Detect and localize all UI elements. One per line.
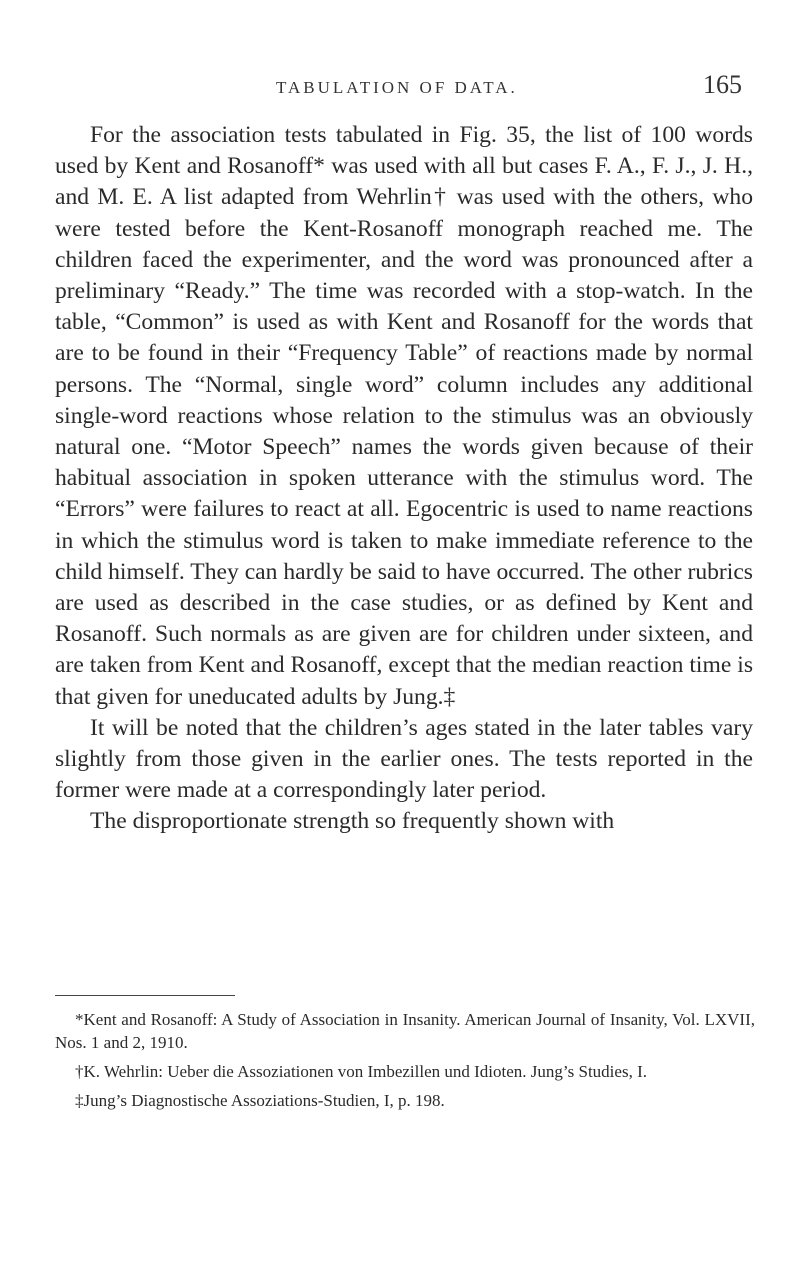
- running-title: TABULATION OF DATA.: [276, 78, 518, 97]
- paragraph-2: It will be noted that the children’s ages stated in the later tables vary slightly from those given in the earlier ones. The tests reported in the former were made at a correspondingly later period.: [55, 714, 753, 804]
- paragraph-1: For the association tests tabulated in Fig. 35, the list of 100 words used by Kent and Rosanoff* was used with all but cases F. A., F. J., J. H., and M. E. A list adapted from Wehrlin† was used with the others, who were tested before the Kent-Rosanoff monograph reached me. The children faced the experimenter, and the word was pronounced after a preliminary “Ready.” The time was recorded with a stop-watch. In the table, “Common” is used as with Kent and Rosanoff for the words that are to be found in their “Frequency Table” of reactions made by normal persons. The “Normal, single word” column includes any additional single-word reactions whose relation to the stimulus was an obviously natural one. “Motor Speech” names the words given because of their habitual association in spoken utterance with the stimulus word. The “Errors” were failures to react at all. Egocentric is used to name reactions in which the stimulus word is taken to make immediate reference to the child himself. They can hardly be said to have occurred. The other rubrics are used as described in the case studies, or as defined by Kent and Rosanoff. Such normals as are given are for children under sixteen, and are taken from Kent and Rosanoff, except that the median reaction time is that given for uneducated adults by Jung.‡: [55, 122, 753, 710]
- body-text: [55, 120, 753, 838]
- footnote-kent-rosanoff: *Kent and Rosanoff: A Study of Association in Insanity. American Journal of Insanity, Vol. LXVII, Nos. 1 and 2, 1910.: [55, 1010, 755, 1052]
- footnotes: [55, 1008, 755, 1118]
- footnote-wehrlin: †K. Wehrlin: Ueber die Assoziationen von Imbezillen und Idioten. Jung’s Studies, I.: [75, 1062, 647, 1081]
- footnote-jung: ‡Jung’s Diagnostische Assoziations-Studien, I, p. 198.: [75, 1091, 445, 1110]
- page-number: 165: [703, 70, 742, 99]
- paragraph-3: The disproportionate strength so frequently shown with: [90, 808, 615, 835]
- footnote-divider: [55, 995, 235, 996]
